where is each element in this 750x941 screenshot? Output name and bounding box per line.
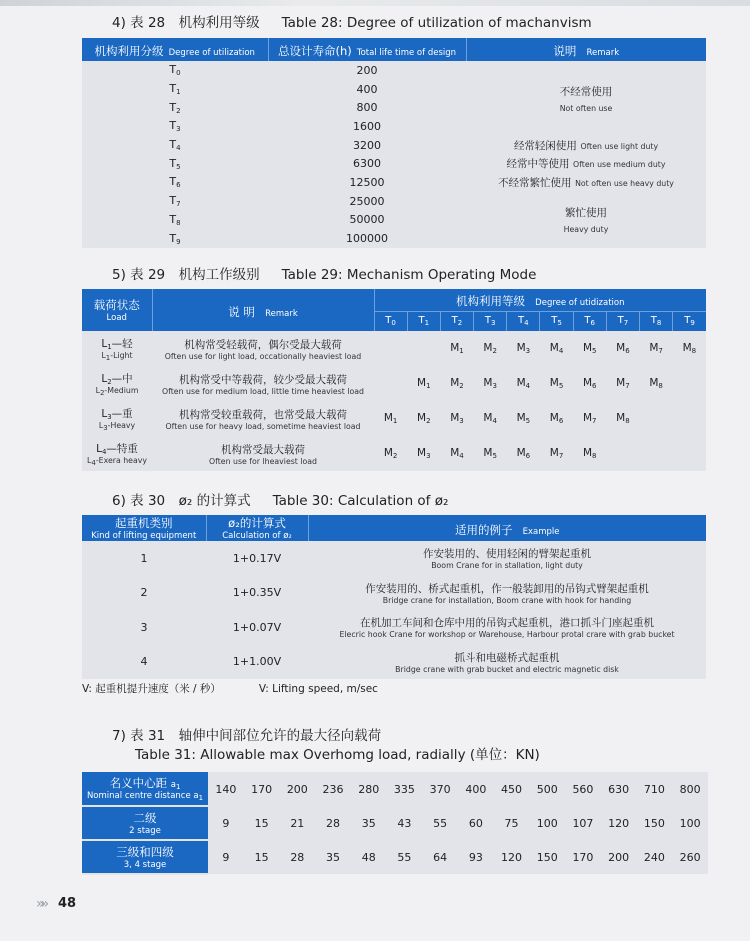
t31-value-cell: 55 bbox=[422, 806, 458, 840]
mechanism-level-cell: $M_1$ bbox=[407, 366, 440, 401]
mechanism-level-cell: $M_7$ bbox=[640, 331, 673, 366]
t31-label-2stage: 二级 2 stage bbox=[82, 806, 208, 840]
t31-value-cell: 107 bbox=[565, 806, 601, 840]
t31-value-cell: 48 bbox=[351, 840, 387, 874]
t30-col-example: 适用的例子 Example bbox=[454, 522, 560, 537]
t29-heading bbox=[112, 263, 536, 283]
t31-value-cell: 710 bbox=[637, 772, 673, 806]
t31-value-cell: 260 bbox=[672, 840, 708, 874]
table-row: $T_0$ 200 不经常使用 Not often use bbox=[82, 61, 706, 80]
t31-value-cell: 280 bbox=[351, 772, 387, 806]
t31-value-cell: 170 bbox=[565, 840, 601, 874]
table-row bbox=[82, 366, 706, 401]
t29-heading-en: Table 29: Mechanism Operating Mode bbox=[281, 267, 537, 283]
t31-value-cell: 21 bbox=[279, 806, 315, 840]
mechanism-level-cell: $M_6$ bbox=[507, 436, 540, 471]
t31-value-cell: 120 bbox=[601, 806, 637, 840]
table-row: $T_6$ 12500 不经常繁忙使用 Not often use heavy duty bbox=[82, 173, 706, 192]
mechanism-level-cell: $M_7$ bbox=[540, 436, 573, 471]
t29-tcol: $T_4$ bbox=[507, 311, 540, 331]
t31-row-34stage bbox=[82, 840, 708, 874]
mechanism-level-cell bbox=[673, 436, 706, 471]
table-29 bbox=[82, 289, 706, 471]
t31-value-cell: 9 bbox=[208, 840, 244, 874]
t31-value-cell: 100 bbox=[672, 806, 708, 840]
t31-value-cell: 28 bbox=[279, 840, 315, 874]
t29-tcol: $T_2$ bbox=[440, 311, 473, 331]
table-row bbox=[82, 401, 706, 436]
t31-heading-en: Table 31: Allowable max Overhomg load, radially (单位：KN) bbox=[135, 747, 540, 763]
load-cell: $L_3—$重 L3-Heavy bbox=[82, 401, 152, 436]
t31-value-cell: 64 bbox=[422, 840, 458, 874]
mechanism-level-cell: $M_2$ bbox=[407, 401, 440, 436]
mechanism-level-cell: $M_3$ bbox=[407, 436, 440, 471]
t31-value-cell: 630 bbox=[601, 772, 637, 806]
mechanism-level-cell: $M_8$ bbox=[673, 331, 706, 366]
t31-value-cell: 43 bbox=[387, 806, 423, 840]
table-28 bbox=[82, 38, 706, 248]
t31-value-cell: 9 bbox=[208, 806, 244, 840]
t31-value-cell: 60 bbox=[458, 806, 494, 840]
t29-tcol: $T_7$ bbox=[606, 311, 639, 331]
mechanism-level-cell: $M_7$ bbox=[573, 401, 606, 436]
mechanism-level-cell bbox=[374, 331, 407, 366]
mechanism-level-cell bbox=[606, 436, 639, 471]
mechanism-level-cell: $M_1$ bbox=[440, 331, 473, 366]
mechanism-level-cell: $M_5$ bbox=[507, 401, 540, 436]
mechanism-level-cell: $M_8$ bbox=[606, 401, 639, 436]
t29-tcol: $T_8$ bbox=[640, 311, 673, 331]
mechanism-level-cell bbox=[407, 331, 440, 366]
table-row: $T_1$ 400 bbox=[82, 80, 706, 99]
t31-value-cell: 55 bbox=[387, 840, 423, 874]
t28-heading-zh: 4) 表 28 机构利用等级 bbox=[112, 15, 260, 31]
t28-remark-3: 经常中等使用 Often use medium duty bbox=[466, 154, 706, 173]
mechanism-level-cell bbox=[673, 401, 706, 436]
t31-value-cell: 236 bbox=[315, 772, 351, 806]
table-row: $T_7$ 25000 繁忙使用 Heavy duty bbox=[82, 192, 706, 211]
t31-value-cell: 170 bbox=[244, 772, 280, 806]
t29-heading-zh: 5) 表 29 机构工作级别 bbox=[112, 267, 260, 283]
t31-value-cell: 400 bbox=[458, 772, 494, 806]
mechanism-level-cell bbox=[673, 366, 706, 401]
t28-col-utilization: 机构利用分级 Degree of utilization bbox=[82, 38, 268, 61]
remark-cell: 机构常受轻载荷，偶尔受最大载荷 Often use for light load, occationally heaviest load bbox=[152, 331, 374, 366]
t31-heading-zh: 7) 表 31 轴伸中间部位允许的最大径向载荷 bbox=[112, 728, 382, 744]
t31-value-cell: 450 bbox=[494, 772, 530, 806]
t31-row-2stage bbox=[82, 806, 708, 840]
t28-remark-1: 不经常使用 Not often use bbox=[466, 61, 706, 136]
t29-tcol: $T_3$ bbox=[474, 311, 507, 331]
page-number: 48 bbox=[58, 896, 77, 911]
t31-value-cell: 28 bbox=[315, 806, 351, 840]
t30-heading bbox=[112, 489, 448, 509]
t31-row-centre bbox=[82, 772, 708, 806]
table-row: 3 1+0.07V 在机加工车间和仓库中用的吊钩式起重机，港口抓斗门座起重机 Elecric hook Crane for workshop or Warehouse, Harbour protal crare with grab bucket bbox=[82, 610, 706, 645]
table-row: $T_5$ 6300 经常中等使用 Often use medium duty bbox=[82, 154, 706, 173]
t29-col-degree: 机构利用等级 Degree of utidization bbox=[374, 289, 706, 311]
t31-value-cell: 150 bbox=[637, 806, 673, 840]
t31-value-cell: 335 bbox=[387, 772, 423, 806]
table-row: $T_8$ 50000 bbox=[82, 211, 706, 230]
t30-col-calc: ø₂的计算式 Calculation of ø₂ bbox=[206, 515, 308, 541]
t31-label-centre: 名义中心距 $a_1$ Nominal centre distance $a_1$ bbox=[82, 772, 208, 806]
remark-cell: 机构常受中等载荷，较少受最大载荷 Often use for medium load, little time heaviest load bbox=[152, 366, 374, 401]
table-row: $T_9$ 100000 bbox=[82, 229, 706, 248]
table-row bbox=[82, 331, 706, 366]
t31-value-cell: 200 bbox=[279, 772, 315, 806]
mechanism-level-cell: $M_2$ bbox=[474, 331, 507, 366]
t29-col-load: 载荷状态 Load bbox=[82, 289, 152, 331]
t31-value-cell: 15 bbox=[244, 806, 280, 840]
t30-footnote bbox=[82, 681, 378, 696]
mechanism-level-cell: $M_3$ bbox=[507, 331, 540, 366]
t31-value-cell: 120 bbox=[494, 840, 530, 874]
load-cell: $L_1—$轻 L1-Light bbox=[82, 331, 152, 366]
table-31 bbox=[82, 772, 708, 875]
t31-value-cell: 35 bbox=[351, 806, 387, 840]
remark-cell: 机构常受较重载荷，也常受最大载荷 Often use for heavy load, sometime heaviest load bbox=[152, 401, 374, 436]
load-cell: $L_2—$中 L2-Medium bbox=[82, 366, 152, 401]
mechanism-level-cell: $M_5$ bbox=[540, 366, 573, 401]
mechanism-level-cell: $M_4$ bbox=[507, 366, 540, 401]
t31-value-cell: 140 bbox=[208, 772, 244, 806]
t31-value-cell: 93 bbox=[458, 840, 494, 874]
t29-col-remark: 说 明 Remark bbox=[152, 289, 374, 331]
mechanism-level-cell: $M_6$ bbox=[540, 401, 573, 436]
mechanism-level-cell bbox=[640, 436, 673, 471]
t28-heading-en: Table 28: Degree of utilization of machanvism bbox=[281, 15, 592, 31]
t31-label-34stage: 三级和四级 3, 4 stage bbox=[82, 840, 208, 874]
t30-col-kind: 起重机类别 Kind of lifting equipment bbox=[82, 515, 206, 541]
chevron-decor-icon: »» bbox=[36, 896, 46, 912]
mechanism-level-cell: $M_6$ bbox=[606, 331, 639, 366]
table-row: $T_2$ 800 bbox=[82, 98, 706, 117]
t31-value-cell: 75 bbox=[494, 806, 530, 840]
mechanism-level-cell: $M_4$ bbox=[440, 436, 473, 471]
t31-value-cell: 100 bbox=[529, 806, 565, 840]
t31-value-cell: 370 bbox=[422, 772, 458, 806]
t31-value-cell: 200 bbox=[601, 840, 637, 874]
t30-heading-zh: 6) 表 30 ø₂ 的计算式 bbox=[112, 493, 251, 509]
mechanism-level-cell: $M_2$ bbox=[440, 366, 473, 401]
footnote-en: V: Lifting speed, m/sec bbox=[258, 683, 378, 695]
t29-tcol: $T_6$ bbox=[573, 311, 606, 331]
t29-tcol: $T_0$ bbox=[374, 311, 407, 331]
mechanism-level-cell: $M_5$ bbox=[573, 331, 606, 366]
mechanism-level-cell bbox=[374, 366, 407, 401]
t28-remark-5: 繁忙使用 Heavy duty bbox=[466, 192, 706, 248]
t28-col-life: 总设计寿命(h) Total life time of design bbox=[268, 38, 466, 61]
footnote-zh: V: 起重机提升速度（米 / 秒） bbox=[82, 683, 221, 695]
mechanism-level-cell bbox=[640, 401, 673, 436]
table-row: $T_3$ 1600 bbox=[82, 117, 706, 136]
mechanism-level-cell: $M_7$ bbox=[606, 366, 639, 401]
mechanism-level-cell: $M_8$ bbox=[573, 436, 606, 471]
table-row: 1 1+0.17V 作安装用的、使用轻闲的臂架起重机 Boom Crane for in stallation, light duty bbox=[82, 541, 706, 576]
mechanism-level-cell: $M_2$ bbox=[374, 436, 407, 471]
t29-tcol: $T_5$ bbox=[540, 311, 573, 331]
table-row bbox=[82, 436, 706, 471]
t28-heading bbox=[112, 11, 592, 31]
t31-value-cell: 35 bbox=[315, 840, 351, 874]
t28-remark-2: 经常轻闲使用 Often use light duty bbox=[466, 136, 706, 155]
t31-value-cell: 500 bbox=[529, 772, 565, 806]
mechanism-level-cell: $M_5$ bbox=[474, 436, 507, 471]
t29-tcol: $T_9$ bbox=[684, 315, 695, 328]
mechanism-level-cell: $M_3$ bbox=[440, 401, 473, 436]
table-30 bbox=[82, 515, 706, 679]
t31-value-cell: 15 bbox=[244, 840, 280, 874]
table-row: 4 1+1.00V 抓斗和电磁桥式起重机 Bridge crane with grab bucket and electric magnetic disk bbox=[82, 645, 706, 680]
t31-value-cell: 240 bbox=[637, 840, 673, 874]
t31-value-cell: 800 bbox=[672, 772, 708, 806]
mechanism-level-cell: $M_3$ bbox=[474, 366, 507, 401]
t30-heading-en: Table 30: Calculation of ø₂ bbox=[272, 493, 449, 509]
mechanism-level-cell: $M_4$ bbox=[540, 331, 573, 366]
table-row: $T_4$ 3200 经常轻闲使用 Often use light duty bbox=[82, 136, 706, 155]
mechanism-level-cell: $M_4$ bbox=[474, 401, 507, 436]
load-cell: $L_4—$特重 L4-Exera heavy bbox=[82, 436, 152, 471]
remark-cell: 机构常受最大载荷 Often use for lheaviest load bbox=[152, 436, 374, 471]
t31-value-cell: 560 bbox=[565, 772, 601, 806]
mechanism-level-cell: $M_6$ bbox=[573, 366, 606, 401]
t28-remark-4: 不经常繁忙使用 Not often use heavy duty bbox=[466, 173, 706, 192]
t31-value-cell: 150 bbox=[529, 840, 565, 874]
mechanism-level-cell: $M_1$ bbox=[374, 401, 407, 436]
mechanism-level-cell: $M_8$ bbox=[640, 366, 673, 401]
table-row: 2 1+0.35V 作安装用的、桥式起重机，作一般装卸用的吊钩式臂架起重机 Bridge crane for installation, Boom crane with hook for handing bbox=[82, 576, 706, 611]
t29-tcol: $T_1$ bbox=[407, 311, 440, 331]
t28-col-remark: 说明 Remark bbox=[553, 44, 620, 58]
top-decor-strip bbox=[0, 0, 750, 6]
